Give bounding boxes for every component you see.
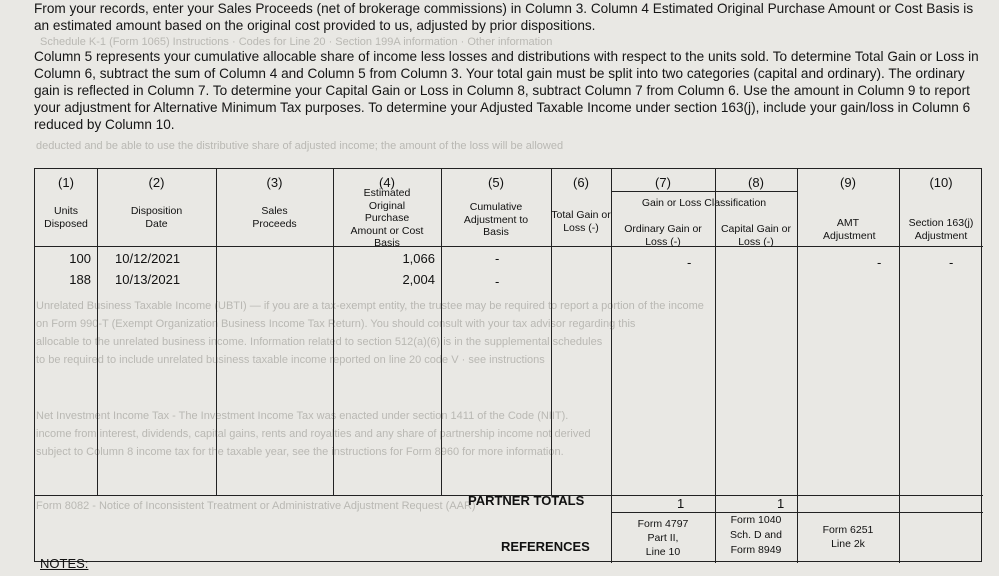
ref-col9: Form 6251 Line 2k: [822, 524, 874, 550]
col-header-units: Units Disposed: [44, 205, 88, 230]
col-num-4: (4): [379, 175, 395, 190]
col-header-proceeds: Sales Proceeds: [252, 205, 297, 230]
col-header-amt: AMT Adjustment: [823, 217, 876, 242]
row1-163j: -: [949, 255, 954, 270]
total-capital: 1: [777, 496, 785, 511]
col-header-adjustment: Cumulative Adjustment to Basis: [463, 201, 529, 238]
row1-adjustment: -: [495, 251, 500, 266]
row2-units: 188: [69, 272, 91, 287]
col-header-163j: Section 163(j) Adjustment: [908, 217, 974, 242]
ref-col7: Form 4797 Part II, Line 10: [637, 518, 689, 558]
notes-label: NOTES:: [40, 556, 89, 571]
col-header-cost-basis: Estimated Original Purchase Amount or Cost Basis: [350, 187, 424, 249]
row2-date: 10/13/2021: [115, 272, 181, 287]
row1-cost-basis: 1,066: [402, 251, 435, 266]
partner-totals-label: PARTNER TOTALS: [468, 493, 585, 508]
instructions-paragraph-1: From your records, enter your Sales Proceeds (net of brokerage commissions) in Column 3. Column 4 Estimated Original Purchase Amount or Cost Basis is an estimated amount based on the original cost provided to us, adjusted by prior dispositions.: [34, 1, 974, 33]
col-group-header: Gain or Loss Classification: [641, 197, 767, 209]
col-header-ordinary: Ordinary Gain or Loss (-): [624, 223, 702, 248]
col-num-7: (7): [655, 175, 671, 190]
instructions-paragraph-2: Column 5 represents your cumulative allocable share of income less losses and distributions with respect to the units sold. To determine Total Gain or Loss in Column 6, subtract the sum of Column 4 and Column 5 from Column 3. Your total gain must be split into two categories (capital and ordinary). The ordinary gain is reflected in Column 7. To determine your Capital Gain or Loss in Column 8, subtract Column 7 from Column 6. Use the amount in Column 9 to report your adjustment for Alternative Minimum Tax purposes. To determine your Adjusted Taxable Income under section 163(j), include your gain/loss in Column 6 reduced by Column 10.: [34, 49, 979, 132]
references-label: REFERENCES: [501, 539, 590, 554]
total-ordinary: 1: [677, 496, 685, 511]
row1-ordinary: -: [687, 255, 692, 270]
row2-adjustment: -: [495, 274, 500, 289]
col-num-8: (8): [748, 175, 764, 190]
col-num-6: (6): [573, 175, 589, 190]
col-num-1: (1): [58, 175, 74, 190]
col-header-date: Disposition Date: [130, 205, 183, 230]
col-header-capital: Capital Gain or Loss (-): [720, 223, 792, 248]
col-num-9: (9): [840, 175, 856, 190]
row2-cost-basis: 2,004: [402, 272, 435, 287]
disposition-table: [34, 168, 982, 562]
row1-date: 10/12/2021: [115, 251, 181, 266]
ref-col8: Form 1040 Sch. D and Form 8949: [730, 514, 782, 556]
col-num-2: (2): [148, 175, 165, 190]
col-num-3: (3): [266, 175, 283, 190]
row1-amt: -: [877, 255, 882, 270]
col-num-5: (5): [488, 175, 504, 190]
row1-units: 100: [69, 251, 91, 266]
col-header-total-gain: Total Gain or Loss (-): [551, 209, 611, 234]
col-num-10: (10): [929, 175, 953, 190]
